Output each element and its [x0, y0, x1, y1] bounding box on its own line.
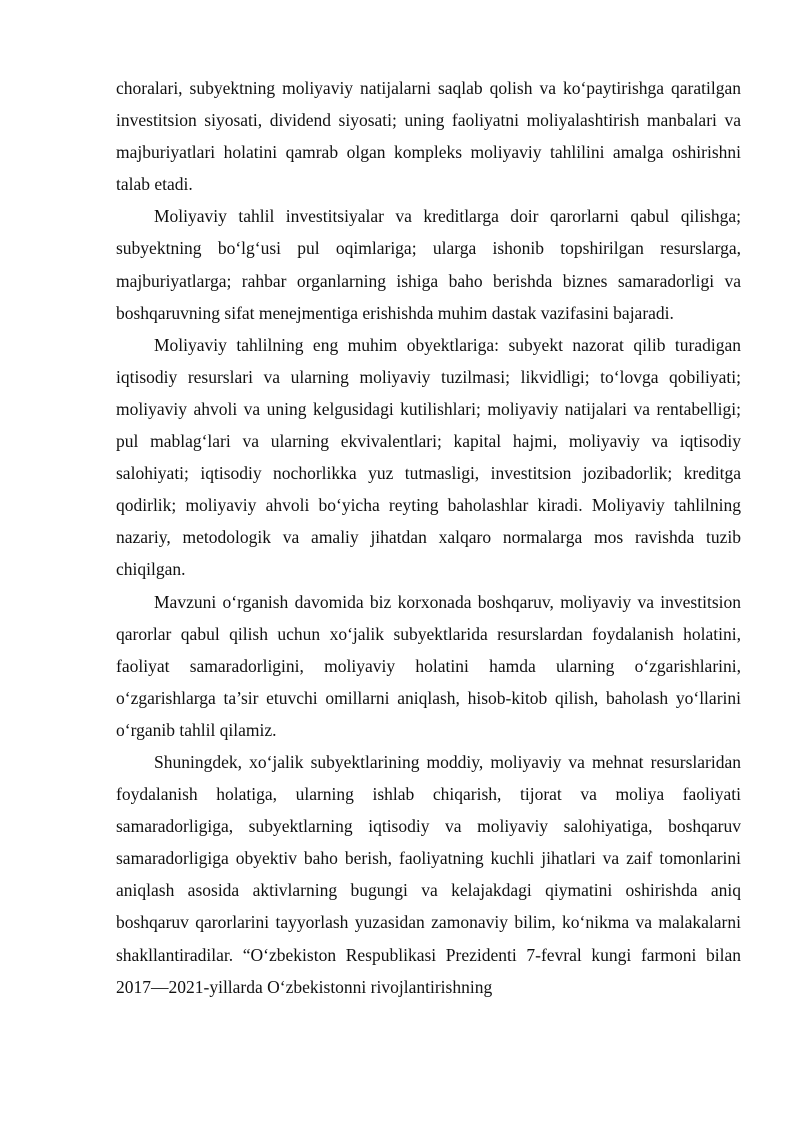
paragraph-topic-study: Mavzuni o‘rganish davomida biz korxonada boshqaruv, moliyaviy va investitsion qarorlar qabul qilish uchun xo‘jalik subyektlarida resurslardan foydalanish holatini, faoliyat samaradorligini, moliyaviy holatini hamda ularning o‘zgarishlarini, o‘zgarishlarga ta’sir etuvchi omillarni aniqlash, hisob-kitob qilish, baholash yo‘llarini o‘rganib tahlil qilamiz. — [116, 591, 741, 740]
document-page — [116, 72, 741, 1003]
paragraph-financial-analysis-role: Moliyaviy tahlil investitsiyalar va kreditlarga doir qarorlarni qabul qilishga; subyektning bo‘lg‘usi pul oqimlariga; ularga ishonib topshirilgan resurslarga, majburiyatlarga; rahbar organlarning ishiga baho berishda biznes samaradorligi va boshqaruvning sifat menejmentiga erishishda muhim dastak vazifasini bajaradi. — [116, 206, 741, 323]
paragraph-continuation: choralari, subyektning moliyaviy natijalarni saqlab qolish va ko‘paytirishga qaratilgan investitsion siyosati, dividend siyosati; uning faoliyatni moliyalashtirish manbalari va majburiyatlari holatini qamrab olgan kompleks moliyaviy tahlilini amalga oshirishni talab etadi. — [116, 78, 741, 195]
paragraph-analysis-objects: Moliyaviy tahlilning eng muhim obyektlariga: subyekt nazorat qilib turadigan iqtisodiy resurslari va ularning moliyaviy tuzilmasi; likvidligi; to‘lovga qobiliyati; moliyaviy ahvoli va uning kelgusidagi kutilishlari; moliyaviy natijalari va rentabelligi; pul mablag‘lari va ularning ekvivalentlari; kapital hajmi, moliyaviy va iqtisodiy salohiyati; iqtisodiy nochorlikka yuz tutmasligi, investitsion jozibadorlik; kreditga qodirlik; moliyaviy ahvoli bo‘yicha reyting baholashlar kiradi. Moliyaviy tahlilning nazariy, metodologik va amaliy jihatdan xalqaro normalarga mos ravishda tuzib chiqilgan. — [116, 334, 741, 580]
paragraph-competencies: Shuningdek, xo‘jalik subyektlarining moddiy, moliyaviy va mehnat resurslaridan foydalanish holatiga, ularning ishlab chiqarish, tijorat va moliya faoliyati samaradorligiga, subyektlarning iqtisodiy va moliyaviy salohiyatiga, boshqaruv samaradorligiga obyektiv baho berish, faoliyatning kuchli jihatlari va zaif tomonlarini aniqlash asosida aktivlarning bugungi va kelajakdagi qiymatini oshirishda aniq boshqaruv qarorlarini tayyorlash yuzasidan zamonaviy bilim, ko‘nikma va malakalarni shakllantiradilar. “O‘zbekiston Respublikasi Prezidenti 7-fevral kungi farmoni bilan 2017—2021-yillarda O‘zbekistonni rivojlantirishning — [116, 751, 741, 997]
